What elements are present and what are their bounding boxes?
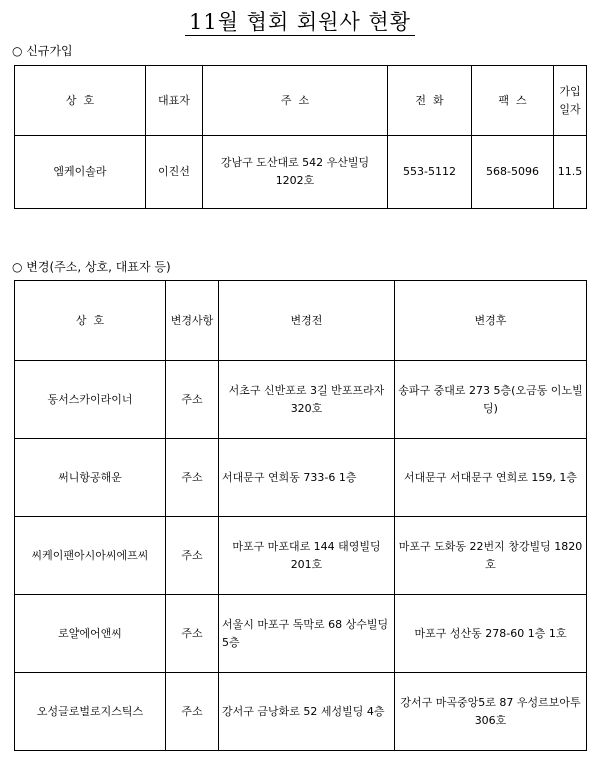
page-title: 11월 협회 회원사 현황 [0,6,600,36]
member-changes-table [14,280,587,751]
header-cell: 상 호 [15,281,166,361]
cell-after: 송파구 중대로 273 5층(오금동 이노빌딩) [395,361,587,439]
cell-before: 강서구 금낭화로 52 세성빌딩 4층 [219,673,395,751]
header-cell: 전 화 [388,66,472,136]
cell-company: 써니항공해운 [15,439,166,517]
section-changes-heading: ○ 변경(주소, 상호, 대표자 등) [12,260,171,274]
table-header-row [15,281,587,361]
cell-after: 서대문구 서대문구 연희로 159, 1층 [395,439,587,517]
table-row [15,595,587,673]
section-new-members-heading: ○ 신규가입 [12,44,73,58]
cell-company: 엠케이솔라 [15,136,146,209]
cell-address: 강남구 도산대로 542 우산빌딩 1202호 [203,136,388,209]
cell-after: 강서구 마곡중앙5로 87 우성르보아투 306호 [395,673,587,751]
cell-change-type: 주소 [166,361,219,439]
table-row [15,517,587,595]
header-cell: 상 호 [15,66,146,136]
cell-before: 서울시 마포구 독막로 68 상수빌딩 5층 [219,595,395,673]
header-cell: 변경후 [395,281,587,361]
cell-phone: 553-5112 [388,136,472,209]
cell-after: 마포구 성산동 278-60 1층 1호 [395,595,587,673]
cell-before: 마포구 마포대로 144 태영빌딩 201호 [219,517,395,595]
cell-after: 마포구 도화동 22번지 창강빌딩 1820호 [395,517,587,595]
header-cell: 변경전 [219,281,395,361]
table-row [15,136,587,209]
cell-change-type: 주소 [166,439,219,517]
table-header-row [15,66,587,136]
new-members-table [14,65,587,209]
header-cell: 팩 스 [472,66,554,136]
cell-before: 서초구 신반포로 3길 반포프라자 320호 [219,361,395,439]
header-cell: 주 소 [203,66,388,136]
cell-company: 오성글로벌로지스틱스 [15,673,166,751]
cell-company: 로얄에어앤씨 [15,595,166,673]
cell-join-date: 11.5 [554,136,587,209]
cell-change-type: 주소 [166,517,219,595]
cell-before: 서대문구 연희동 733-6 1층 [219,439,395,517]
header-cell: 대표자 [146,66,203,136]
cell-company: 동서스카이라이너 [15,361,166,439]
table-row [15,361,587,439]
cell-change-type: 주소 [166,595,219,673]
header-cell: 변경사항 [166,281,219,361]
header-cell: 가입 일자 [554,66,587,136]
cell-change-type: 주소 [166,673,219,751]
cell-representative: 이진선 [146,136,203,209]
table-row [15,673,587,751]
cell-fax: 568-5096 [472,136,554,209]
cell-company: 씨케이팬아시아씨에프씨 [15,517,166,595]
table-row [15,439,587,517]
